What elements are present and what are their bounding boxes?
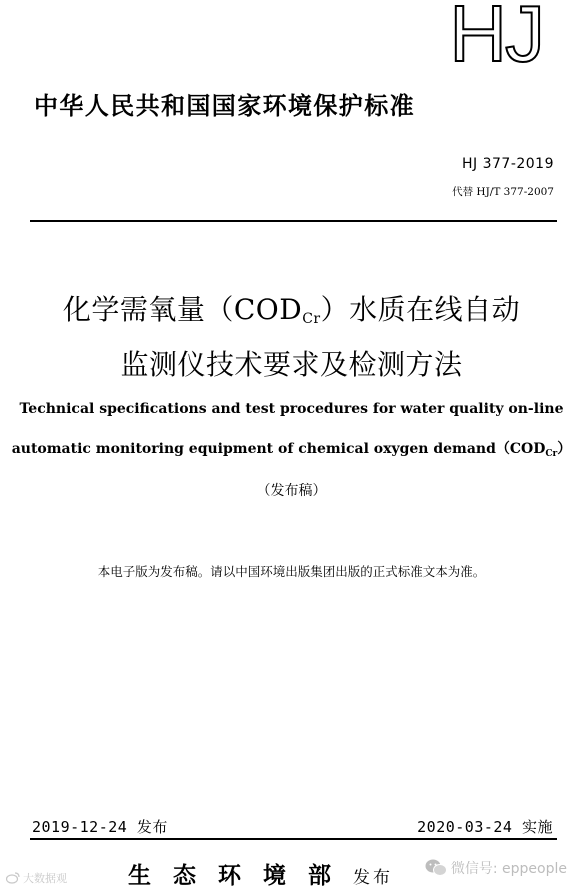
- title-en-line1: Technical specifications and test procedures for water quality on-line: [19, 401, 564, 417]
- issue-date: 2019-12-24 发布: [32, 818, 168, 836]
- title-cn-line1: 化学需氧量$(COD_{Cr})$水质在线自动: [62, 293, 521, 327]
- wechat-icon: [425, 858, 447, 878]
- publisher: 生态环境部发布: [128, 863, 393, 889]
- title-en-line2: automatic monitoring equipment of chemical oxygen $demand(COD_{Cr})$: [11, 441, 572, 459]
- hj-logo: HJ: [449, 0, 543, 78]
- top-divider: [30, 220, 557, 222]
- standard-number: HJ 377-2019: [461, 156, 554, 172]
- title-cn-line2: 监测仪技术要求及检测方法: [120, 348, 463, 381]
- bottom-divider: [30, 838, 557, 840]
- draft-status: （发布稿）: [256, 483, 327, 499]
- weibo-icon: [6, 872, 20, 884]
- effective-date: 2020-03-24 实施: [417, 818, 553, 836]
- replaces-note: 代替 HJ/T 377-2007: [452, 186, 554, 198]
- edition-notice: 本电子版为发布稿。请以中国环境出版集团出版的正式标准文本为准。: [97, 564, 486, 579]
- watermark-right: 微信号: eppeople: [425, 858, 567, 878]
- watermark-left: 大数据观: [6, 870, 67, 886]
- organization-title: 中华人民共和国国家环境保护标准: [34, 92, 415, 120]
